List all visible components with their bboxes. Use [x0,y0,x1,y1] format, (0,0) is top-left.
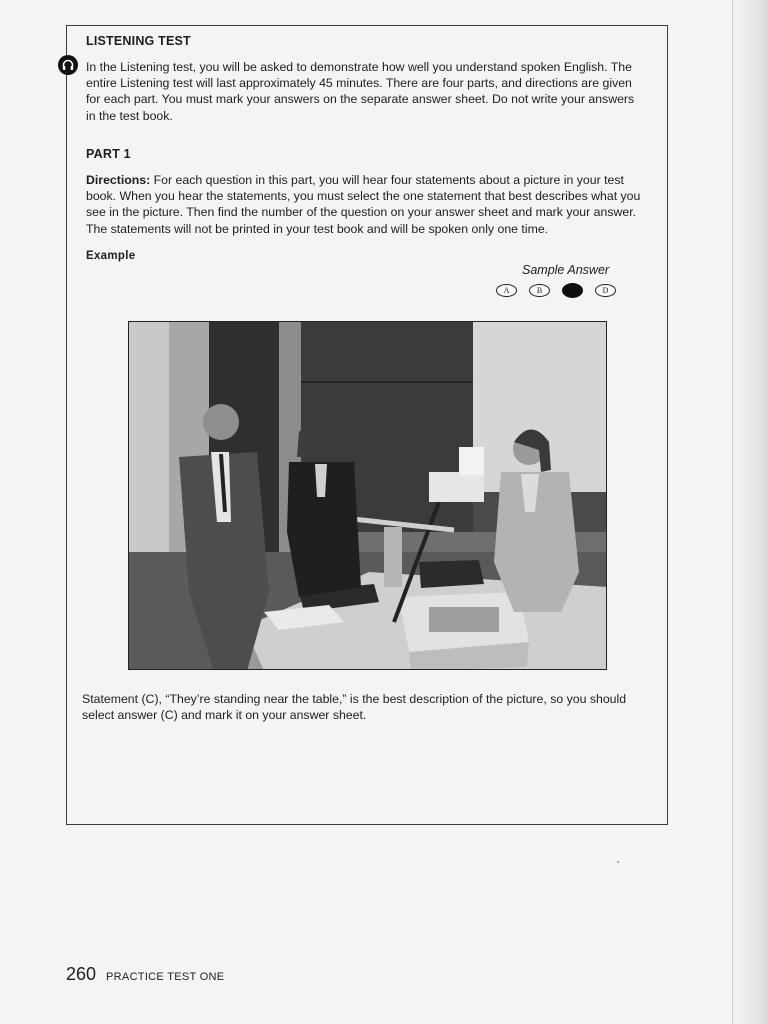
footer-title: PRACTICE TEST ONE [106,971,225,983]
example-label: Example [86,250,136,262]
example-statement: Statement (C), “They’re standing near the table,” is the best description of the picture, so you should select answer (C) and mark it on your answer sheet. [82,692,627,723]
answer-bubble-c-filled [562,283,583,298]
page-footer [66,964,224,985]
directions-paragraph [86,172,646,237]
example-photo [128,321,607,670]
scan-speck [617,861,619,863]
page-number: 260 [66,964,97,984]
sample-answer-bubbles [496,283,616,298]
page-edge [732,0,768,1024]
sample-answer-label: Sample Answer [522,263,610,277]
intro-paragraph: In the Listening test, you will be asked to demonstrate how well you understand spoken English. The entire Listening test will last approximately 45 minutes. There are four parts, and directions are given for each part. You must mark your answers on the separate answer sheet. Do not write your answers in the test book. [86,60,635,123]
headphones-icon [58,55,78,75]
part-title: PART 1 [86,147,131,161]
answer-bubble-d: D [595,284,616,297]
answer-bubble-a: A [496,284,517,297]
directions-label: Directions: [86,173,151,187]
section-title: LISTENING TEST [86,34,191,48]
answer-bubble-b: B [529,284,550,297]
example-photo-illustration [129,322,607,670]
directions-text: For each question in this part, you will hear four statements about a picture in your test book. When you hear the statements, you must select the one statement that best describes what you see in the picture. Then find the number of the question on your answer sheet and mark your answer. The statements will not be printed in your test book and will be spoken only one time. [86,173,641,236]
